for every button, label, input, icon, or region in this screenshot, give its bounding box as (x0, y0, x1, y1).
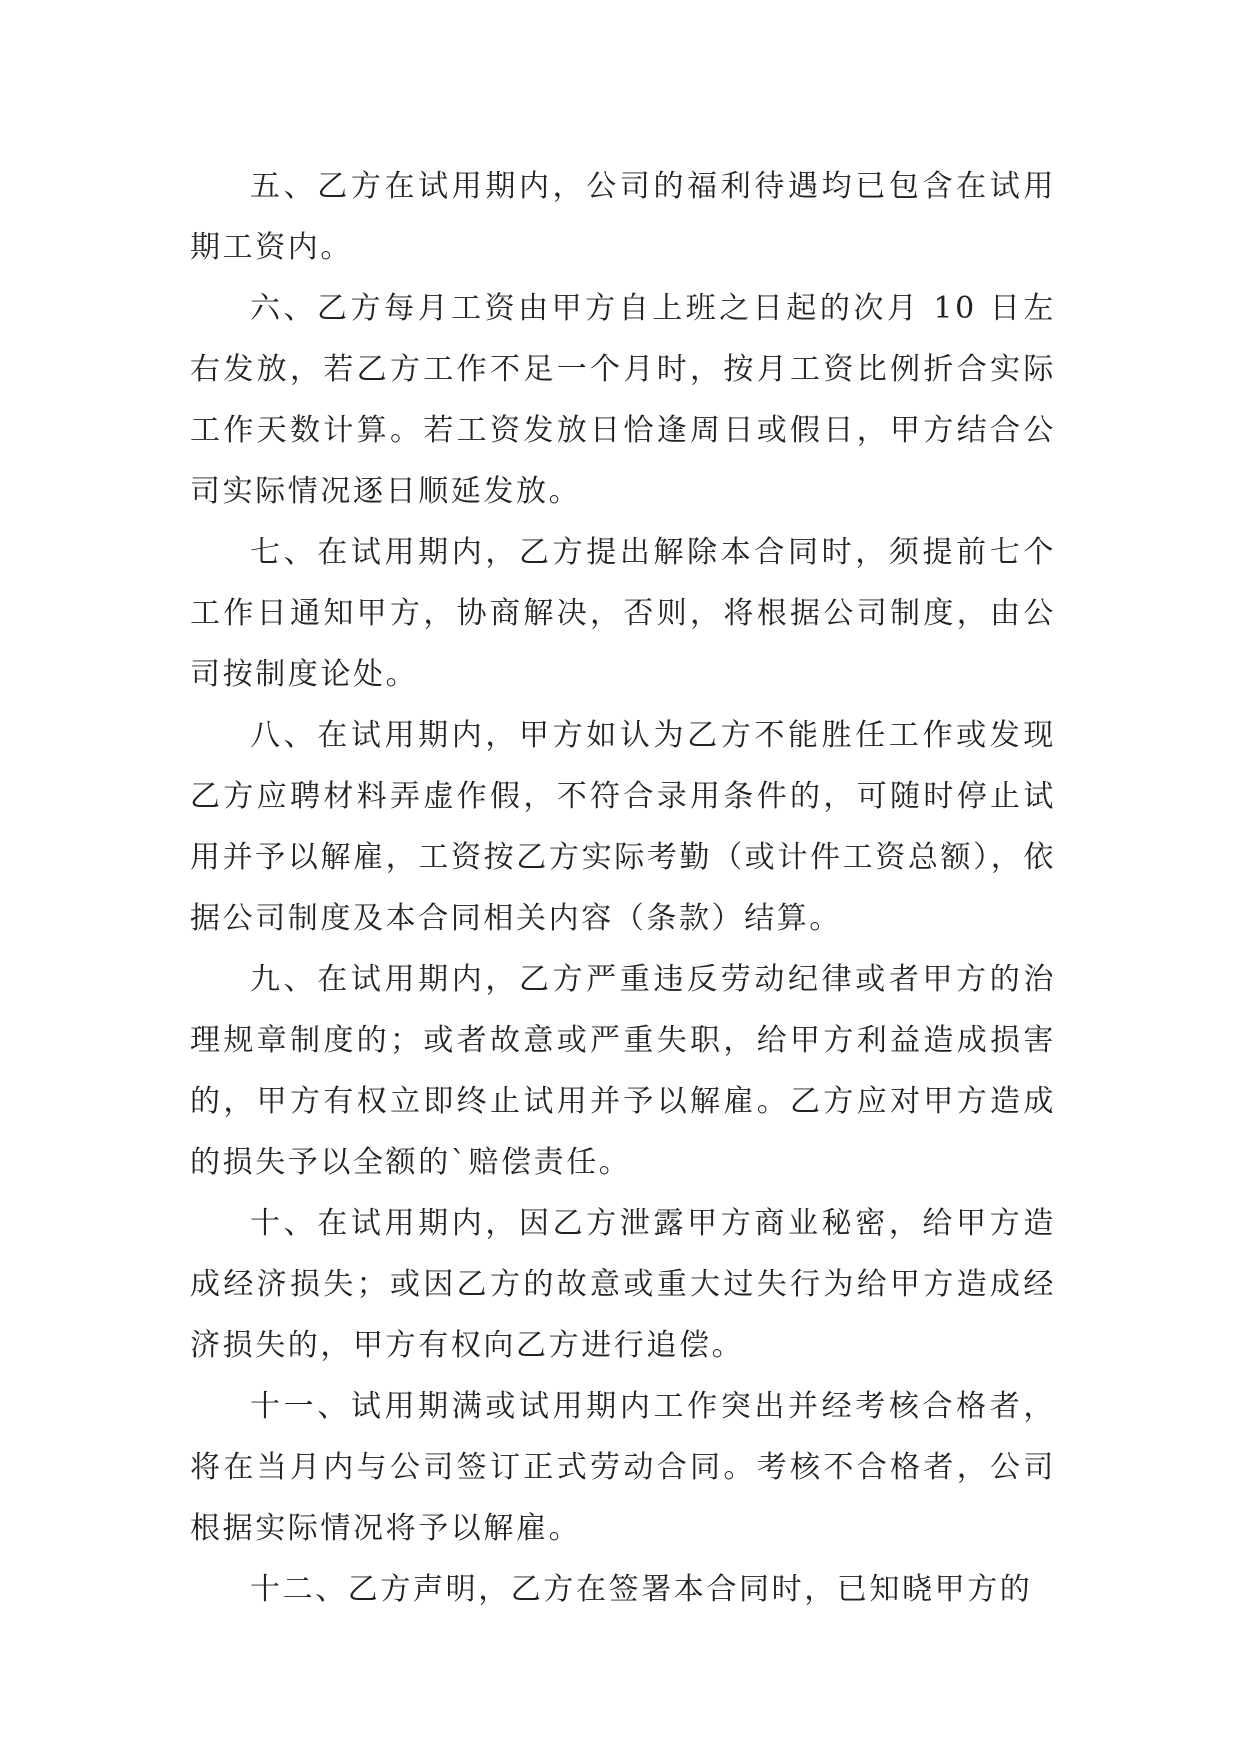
clause-6-paragraph: 六、乙方每月工资由甲方自上班之日起的次月 10 日左右发放，若乙方工作不足一个月时，按月工资比例折合实际工作天数计算。若工资发放日恰逢周日或假日，甲方结合公司实际情况逐日顺延发放。 (190, 291, 1056, 509)
document-page (190, 156, 1056, 1620)
clause-10-paragraph: 十、在试用期内，因乙方泄露甲方商业秘密，给甲方造成经济损失；或因乙方的故意或重大过失行为给甲方造成经济损失的，甲方有权向乙方进行追偿。 (190, 1206, 1056, 1363)
clause-5-paragraph: 五、乙方在试用期内，公司的福利待遇均已包含在试用期工资内。 (190, 169, 1056, 265)
clause-9-paragraph: 九、在试用期内，乙方严重违反劳动纪律或者甲方的治理规章制度的；或者故意或严重失职，给甲方利益造成损害的，甲方有权立即终止试用并予以解雇。乙方应对甲方造成的损失予以全额的`赔偿责任。 (190, 962, 1056, 1180)
clause-12-paragraph: 十二、乙方声明，乙方在签署本合同时，已知晓甲方的 (250, 1572, 1033, 1607)
clause-7-paragraph: 七、在试用期内，乙方提出解除本合同时，须提前七个工作日通知甲方，协商解决，否则，将根据公司制度，由公司按制度论处。 (190, 535, 1056, 692)
clause-8-paragraph: 八、在试用期内，甲方如认为乙方不能胜任工作或发现乙方应聘材料弄虚作假，不符合录用条件的，可随时停止试用并予以解雇，工资按乙方实际考勤（或计件工资总额），依据公司制度及本合同相关内容（条款）结算。 (190, 718, 1056, 936)
clause-11-paragraph: 十一、试用期满或试用期内工作突出并经考核合格者，将在当月内与公司签订正式劳动合同。考核不合格者，公司根据实际情况将予以解雇。 (190, 1389, 1056, 1546)
